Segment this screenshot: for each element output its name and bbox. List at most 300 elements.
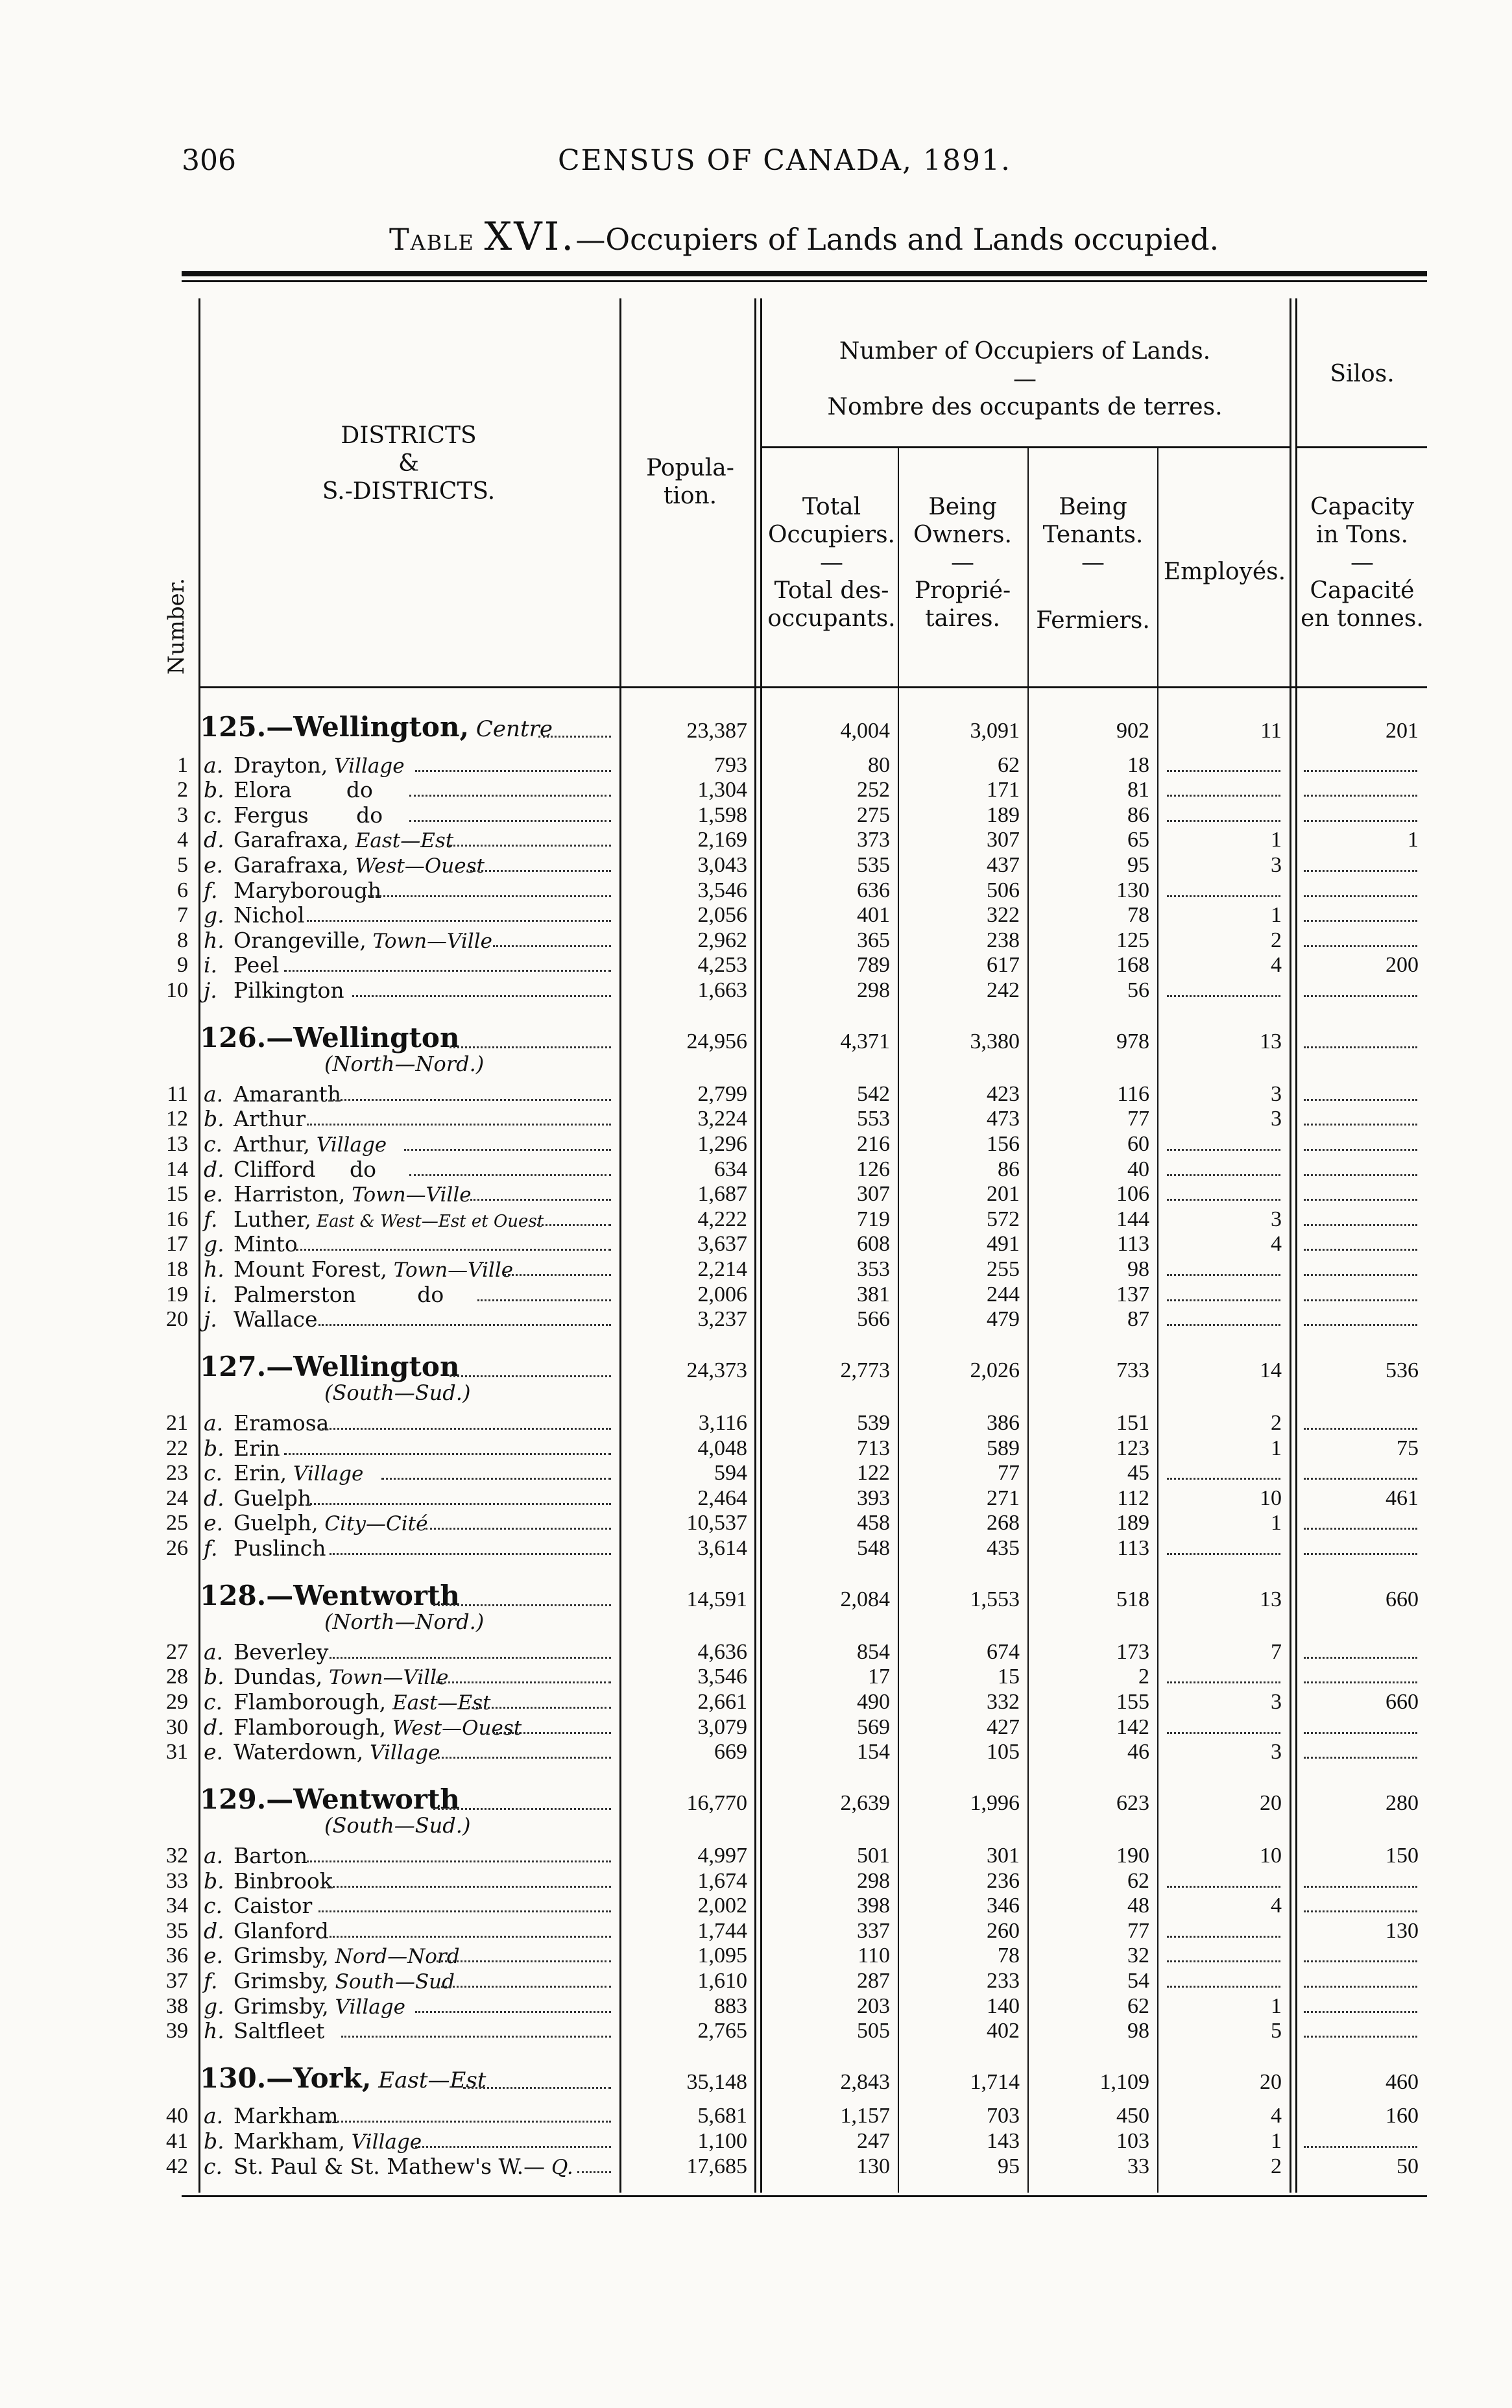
subdistrict-label: Binbrook — [234, 1868, 333, 1894]
row-value: 402 — [987, 2019, 1020, 2043]
row-value: 298 — [857, 1868, 890, 1893]
subdistrict-name — [234, 803, 383, 828]
row-value: 60 — [1127, 1132, 1149, 1156]
row-value: 332 — [987, 1690, 1020, 1714]
row-empty-value — [1167, 1732, 1280, 1734]
row-value: 62 — [998, 752, 1020, 777]
row-empty-value — [1167, 795, 1280, 797]
row-value: 674 — [987, 1639, 1020, 1664]
row-leader — [318, 1324, 612, 1326]
row-letter: c. — [204, 2153, 222, 2179]
row-value: 56 — [1127, 978, 1149, 1002]
row-value: 5,681 — [697, 2104, 747, 2128]
row-value: 2,799 — [697, 1081, 747, 1106]
subdistrict-name — [234, 828, 453, 853]
row-leader — [477, 1299, 612, 1301]
subdistrict-name — [234, 1157, 376, 1182]
subdistrict-label: Luther, — [234, 1206, 311, 1232]
col-rule-number — [198, 298, 200, 2193]
row-value: 2,464 — [697, 1486, 747, 1510]
table-caption: —Occupiers of Lands and Lands occupied. — [575, 222, 1219, 257]
row-value: 77 — [998, 1461, 1020, 1486]
number-header: Number. — [163, 577, 189, 675]
subdistrict-qualifier: South—Sud — [328, 1970, 455, 1993]
row-value: 1,598 — [697, 802, 747, 827]
row-number: 17 — [166, 1232, 188, 1257]
row-value: 789 — [857, 953, 890, 978]
district-total-value: 4,371 — [840, 1029, 890, 1054]
owners-header-line: Being — [928, 494, 997, 520]
row-leader — [341, 2036, 612, 2038]
row-value: 491 — [987, 1232, 1020, 1257]
district-total-value: 536 — [1386, 1358, 1419, 1382]
subdistrict-label: Eramosa — [234, 1410, 330, 1436]
row-value: 238 — [987, 928, 1020, 952]
subdistrict-label: Amaranth — [234, 1081, 342, 1107]
row-value: 10 — [1260, 1844, 1282, 1868]
row-value: 1 — [1271, 903, 1282, 928]
row-value: 113 — [1117, 1232, 1149, 1257]
district-total-value: 24,956 — [686, 1029, 747, 1054]
row-letter: b. — [204, 777, 224, 803]
row-value: 1 — [1271, 828, 1282, 852]
subdistrict-name — [234, 928, 492, 954]
row-letter: i. — [204, 1281, 218, 1307]
row-value: 298 — [857, 978, 890, 1002]
row-value: 506 — [987, 878, 1020, 902]
row-value: 854 — [857, 1639, 890, 1664]
row-letter: b. — [204, 1664, 224, 1690]
row-value: 1,663 — [697, 978, 747, 1002]
row-value: 490 — [857, 1690, 890, 1714]
row-empty-value — [1167, 1478, 1280, 1480]
row-value: 2,056 — [697, 903, 747, 928]
district-total-value: 902 — [1116, 719, 1149, 743]
row-value: 505 — [857, 2019, 890, 2043]
page-number: 306 — [182, 144, 236, 177]
subdistrict-label: Palmerston do — [234, 1281, 444, 1307]
row-leader — [318, 1428, 612, 1430]
row-number: 27 — [166, 1639, 188, 1664]
subdistrict-label: Grimsby, — [234, 1968, 329, 1993]
silos-rule — [1297, 446, 1427, 448]
row-value: 634 — [714, 1157, 747, 1181]
subdistrict-name — [234, 1969, 455, 1994]
subdistrict-qualifier: West—Ouest — [348, 854, 485, 878]
district-heading — [200, 1783, 460, 1815]
subdistrict-label: Mount Forest, — [234, 1257, 387, 1282]
capacity-header-line: in Tons. — [1315, 522, 1409, 548]
row-letter: a. — [204, 2103, 224, 2129]
row-letter: e. — [204, 1739, 224, 1765]
row-value: 548 — [857, 1536, 890, 1560]
row-value: 10,537 — [686, 1511, 747, 1535]
row-empty-value — [1304, 1657, 1417, 1659]
row-value: 4 — [1271, 953, 1282, 978]
row-value: 103 — [1116, 2129, 1149, 2153]
district-total-value: 13 — [1260, 1587, 1282, 1611]
district-total-value: 35,148 — [686, 2069, 747, 2094]
subdistrict-qualifier: Village — [344, 2130, 422, 2154]
row-number: 24 — [166, 1486, 188, 1510]
row-empty-value — [1304, 1299, 1417, 1301]
subdistrict-qualifier: Village — [328, 754, 405, 778]
row-number: 41 — [166, 2129, 188, 2153]
row-leader — [307, 1860, 611, 1862]
col-rule-pop-a — [754, 298, 756, 2193]
occupiers-group-header-line: Number of Occupiers of Lands. — [839, 338, 1211, 365]
row-letter: h. — [204, 2018, 224, 2044]
row-empty-value — [1304, 1124, 1417, 1126]
row-value: 142 — [1116, 1715, 1149, 1739]
row-letter: c. — [204, 1893, 222, 1919]
row-letter: i. — [204, 952, 218, 978]
row-empty-value — [1167, 1681, 1280, 1683]
row-letter: h. — [204, 1257, 224, 1282]
subdistrict-label: Flamborough, — [234, 1689, 387, 1715]
subdistrict-name — [234, 1082, 341, 1107]
row-empty-value — [1167, 1274, 1280, 1276]
row-value: 569 — [857, 1715, 890, 1739]
district-leader — [463, 2087, 611, 2089]
row-leader — [330, 1936, 611, 1938]
row-value: 423 — [987, 1081, 1020, 1106]
row-value: 1 — [1271, 2129, 1282, 2153]
row-empty-value — [1304, 2011, 1417, 2013]
row-empty-value — [1304, 1174, 1417, 1176]
subdistrict-label: Grimsby, — [234, 1943, 329, 1969]
district-total-value: 3,091 — [970, 719, 1020, 743]
row-value: 78 — [1127, 903, 1149, 928]
row-value: 539 — [857, 1411, 890, 1435]
row-value: 473 — [987, 1107, 1020, 1131]
subdistrict-name — [234, 1182, 472, 1207]
row-number: 32 — [166, 1844, 188, 1868]
row-value: 144 — [1116, 1207, 1149, 1231]
row-value: 307 — [857, 1182, 890, 1207]
district-name: 128.—Wentworth — [200, 1579, 460, 1611]
row-value: 113 — [1117, 1536, 1149, 1560]
subdistrict-name — [234, 1740, 440, 1765]
district-total-value: 11 — [1260, 719, 1282, 743]
row-leader — [415, 770, 611, 772]
district-total-value: 660 — [1386, 1587, 1419, 1611]
row-value: 3,079 — [697, 1715, 747, 1739]
row-letter: a. — [204, 752, 224, 778]
subdistrict-name — [234, 1411, 329, 1436]
occupiers-group-header-line: Nombre des occupants de terres. — [827, 394, 1223, 420]
row-number: 11 — [167, 1081, 188, 1106]
subdistrict-name — [234, 1715, 522, 1740]
district-heading — [200, 711, 553, 743]
row-value: 2,661 — [697, 1690, 747, 1714]
row-empty-value — [1167, 1553, 1280, 1555]
district-total-value: 201 — [1386, 719, 1419, 743]
district-subtitle: (South—Sud.) — [324, 1380, 471, 1406]
district-name: 125.—Wellington, — [200, 711, 470, 743]
row-value: 2 — [1271, 1411, 1282, 1435]
subdistrict-label: Guelph, — [234, 1510, 318, 1536]
row-letter: c. — [204, 802, 222, 828]
row-letter: a. — [204, 1843, 224, 1868]
row-empty-value — [1304, 820, 1417, 822]
row-empty-value — [1304, 2036, 1417, 2038]
row-value: 636 — [857, 878, 890, 902]
row-leader — [437, 1986, 611, 1988]
subdistrict-name — [234, 1232, 298, 1257]
row-value: 2,214 — [697, 1257, 747, 1281]
row-value: 4 — [1271, 2104, 1282, 2128]
row-value: 17 — [868, 1665, 890, 1689]
row-leader — [409, 820, 612, 822]
row-letter: g. — [204, 902, 224, 928]
row-value: 437 — [987, 853, 1020, 877]
subdistrict-label: Pilkington — [234, 978, 344, 1003]
district-qualifier: East—Est — [371, 2067, 486, 2093]
row-empty-value — [1167, 1199, 1280, 1201]
row-value: 703 — [987, 2104, 1020, 2128]
row-value: 713 — [857, 1436, 890, 1460]
row-value: 216 — [857, 1132, 890, 1156]
row-value: 2,002 — [697, 1894, 747, 1918]
row-value: 1 — [1271, 1993, 1282, 2018]
table-numeral: XVI. — [484, 214, 576, 259]
district-leader — [433, 1808, 611, 1810]
row-value: 4,636 — [697, 1639, 747, 1664]
subdistrict-name — [234, 1640, 328, 1665]
row-value: 3 — [1271, 1081, 1282, 1106]
row-value: 589 — [987, 1436, 1020, 1460]
row-letter: d. — [204, 1714, 224, 1740]
row-leader — [307, 920, 611, 922]
district-total-value: 1,553 — [970, 1587, 1020, 1611]
row-leader — [493, 945, 612, 947]
row-value: 542 — [857, 1081, 890, 1106]
row-value: 287 — [857, 1969, 890, 1993]
row-number: 16 — [166, 1207, 188, 1231]
row-empty-value — [1304, 945, 1417, 947]
row-number: 37 — [166, 1969, 188, 1993]
row-value: 883 — [714, 1993, 747, 2018]
row-value: 2 — [1271, 2154, 1282, 2178]
row-empty-value — [1304, 920, 1417, 922]
row-number: 33 — [166, 1868, 188, 1893]
row-number: 36 — [166, 1944, 188, 1968]
row-letter: c. — [204, 1460, 222, 1486]
row-number: 5 — [177, 853, 188, 877]
row-value: 98 — [1127, 2019, 1149, 2043]
row-leader — [577, 2171, 611, 2173]
row-number: 23 — [166, 1461, 188, 1486]
row-empty-value — [1304, 1224, 1417, 1226]
row-empty-value — [1167, 1886, 1280, 1888]
total-header-line: Total — [802, 494, 861, 520]
row-empty-value — [1167, 1324, 1280, 1326]
subdistrict-label: Barton — [234, 1843, 308, 1868]
row-number: 35 — [166, 1918, 188, 1943]
row-value: 233 — [987, 1969, 1020, 1993]
row-value: 307 — [987, 828, 1020, 852]
row-value: 98 — [1127, 1257, 1149, 1281]
row-leader — [318, 2121, 612, 2123]
subdistrict-label: Elora do — [234, 777, 373, 803]
running-head: CENSUS OF CANADA, 1891. — [558, 144, 1011, 177]
row-leader — [318, 1910, 612, 1912]
subdistrict-label: Glanford — [234, 1918, 329, 1944]
subdistrict-name — [234, 1536, 326, 1561]
row-letter: d. — [204, 827, 224, 853]
district-total-value: 623 — [1116, 1790, 1149, 1815]
row-number: 39 — [166, 2019, 188, 2043]
row-value: 1,296 — [697, 1132, 747, 1156]
row-letter: c. — [204, 1131, 222, 1157]
row-number: 13 — [166, 1132, 188, 1156]
row-value: 123 — [1116, 1436, 1149, 1460]
col-rule-owners — [1027, 448, 1029, 2193]
subdistrict-name — [234, 878, 381, 903]
row-number: 6 — [177, 878, 188, 902]
total-header-line: — — [820, 549, 843, 576]
row-letter: e. — [204, 1510, 224, 1536]
row-value: 373 — [857, 828, 890, 852]
district-total-value: 23,387 — [686, 719, 747, 743]
row-value: 156 — [987, 1132, 1020, 1156]
row-value: 77 — [1127, 1918, 1149, 1943]
district-total-value: 1,714 — [970, 2069, 1020, 2094]
row-number: 19 — [166, 1282, 188, 1306]
row-value: 255 — [987, 1257, 1020, 1281]
row-value: 275 — [857, 802, 890, 827]
row-leader — [470, 1199, 612, 1201]
total-header-line: Total des- — [774, 577, 889, 604]
subdistrict-qualifier: Town—Ville — [366, 929, 492, 953]
row-leader — [284, 970, 611, 972]
subdistrict-label: Harriston, — [234, 1181, 346, 1207]
row-number: 14 — [166, 1157, 188, 1181]
row-value: 3,546 — [697, 1665, 747, 1689]
row-value: 4 — [1271, 1232, 1282, 1257]
row-value: 189 — [1116, 1511, 1149, 1535]
subdistrict-label: Puslinch — [234, 1535, 326, 1561]
subdistrict-name — [234, 1257, 513, 1282]
row-letter: f. — [204, 1206, 218, 1232]
row-value: 3,043 — [697, 853, 747, 877]
row-value: 10 — [1260, 1486, 1282, 1510]
row-value: 130 — [1386, 1918, 1419, 1943]
subdistrict-name — [234, 1894, 312, 1918]
row-letter: f. — [204, 1535, 218, 1561]
row-number: 7 — [177, 903, 188, 928]
row-leader — [436, 1681, 611, 1683]
row-leader — [415, 2011, 611, 2013]
row-leader — [307, 1503, 611, 1505]
tenants-header-line: — — [1081, 549, 1105, 576]
capacity-header-line: — — [1350, 549, 1374, 576]
subdistrict-name — [234, 1282, 444, 1307]
subdistrict-qualifier: West—Ouest — [386, 1716, 522, 1740]
row-letter: f. — [204, 877, 218, 903]
row-value: 2,962 — [697, 928, 747, 952]
row-number: 3 — [177, 802, 188, 827]
row-letter: j. — [204, 978, 217, 1003]
row-value: 566 — [857, 1307, 890, 1332]
owners-header-line: — — [951, 549, 974, 576]
district-total-value: 4,004 — [840, 719, 890, 743]
owners-header-line: taires. — [925, 605, 1000, 632]
row-value: 15 — [998, 1665, 1020, 1689]
row-value: 190 — [1116, 1844, 1149, 1868]
row-number: 40 — [166, 2104, 188, 2128]
row-number: 10 — [166, 978, 188, 1002]
subdistrict-name — [234, 1690, 491, 1715]
subdistrict-label: Garafraxa, — [234, 852, 349, 878]
row-value: 793 — [714, 752, 747, 777]
subdistrict-label: Waterdown, — [234, 1739, 364, 1765]
row-empty-value — [1167, 1299, 1280, 1301]
subdistrict-qualifier: City—Cité — [318, 1512, 428, 1536]
row-leader — [381, 1478, 612, 1480]
row-number: 38 — [166, 1993, 188, 2018]
subdistrict-label: Arthur — [234, 1106, 306, 1132]
row-value: 4 — [1271, 1894, 1282, 1918]
row-value: 669 — [714, 1740, 747, 1764]
district-total-value: 14 — [1260, 1358, 1282, 1382]
row-leader — [493, 1732, 612, 1734]
row-value: 95 — [1127, 853, 1149, 877]
row-value: 260 — [987, 1918, 1020, 1943]
row-value: 353 — [857, 1257, 890, 1281]
row-value: 110 — [858, 1944, 890, 1968]
row-empty-value — [1304, 1960, 1417, 1962]
row-number: 20 — [166, 1307, 188, 1332]
subdistrict-label: Nichol — [234, 902, 305, 928]
district-heading — [200, 1021, 460, 1054]
capacity-header-line: Capacité — [1310, 577, 1415, 604]
row-leader — [330, 1886, 611, 1888]
subdistrict-qualifier: Village — [328, 1995, 405, 2019]
row-leader — [537, 1224, 611, 1226]
row-number: 12 — [166, 1107, 188, 1131]
subdistrict-name — [234, 753, 405, 778]
row-leader — [426, 1528, 612, 1530]
row-empty-value — [1304, 995, 1417, 997]
row-empty-value — [1304, 1274, 1417, 1276]
row-value: 45 — [1127, 1461, 1149, 1486]
row-empty-value — [1304, 1428, 1417, 1430]
subdistrict-name — [234, 1869, 333, 1894]
subdistrict-name — [234, 1307, 318, 1332]
districts-header-line: S.-DISTRICTS. — [322, 478, 496, 505]
row-value: 1,304 — [697, 778, 747, 802]
district-subtitle: (South—Sud.) — [324, 1813, 471, 1838]
row-value: 7 — [1271, 1639, 1282, 1664]
row-letter: c. — [204, 1689, 222, 1715]
row-value: 3,546 — [697, 878, 747, 902]
subdistrict-name — [234, 1665, 448, 1690]
row-value: 4,253 — [697, 953, 747, 978]
district-total-value: 460 — [1386, 2069, 1419, 2094]
district-total-value: 2,084 — [840, 1587, 890, 1611]
row-empty-value — [1304, 795, 1417, 797]
row-letter: d. — [204, 1918, 224, 1944]
row-letter: j. — [204, 1306, 217, 1332]
row-value: 3 — [1271, 1690, 1282, 1714]
row-empty-value — [1304, 1681, 1417, 1683]
row-letter: g. — [204, 1993, 224, 2019]
row-empty-value — [1304, 1910, 1417, 1912]
row-value: 553 — [857, 1107, 890, 1131]
row-value: 268 — [987, 1511, 1020, 1535]
